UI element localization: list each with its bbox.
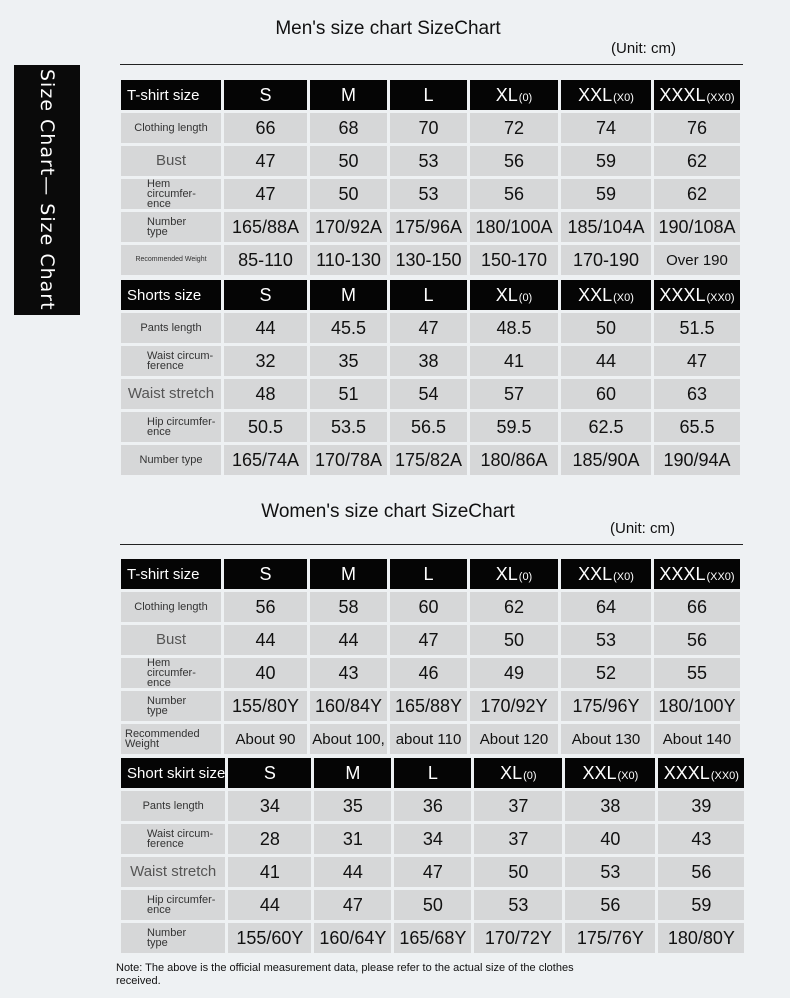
table-cell: 44 — [228, 890, 311, 920]
size-code: XXL — [582, 762, 617, 783]
table-cell: 155/60Y — [228, 923, 311, 953]
size-header-label: T-shirt size — [121, 559, 221, 589]
table-cell: 39 — [658, 791, 744, 821]
table-cell: 53 — [390, 179, 467, 209]
size-header-cell — [314, 758, 391, 788]
table-cell: 170-190 — [561, 245, 651, 275]
table-cell: 57 — [470, 379, 558, 409]
table-cell: 175/82A — [390, 445, 467, 475]
table-row — [121, 212, 740, 242]
size-header-cell — [561, 559, 651, 589]
size-header-cell — [224, 80, 307, 110]
table-cell: 56 — [565, 890, 655, 920]
size-code-suffix: (XX0) — [710, 769, 739, 782]
size-code-suffix: (XX0) — [706, 291, 735, 304]
table-cell: 62.5 — [561, 412, 651, 442]
size-code: XL — [500, 762, 523, 783]
row-label: Waist circum- ference — [121, 824, 225, 854]
size-code: XL — [495, 563, 518, 584]
size-code-suffix: (0) — [523, 769, 537, 782]
table-row — [121, 113, 740, 143]
table-cell: Over 190 — [654, 245, 740, 275]
table-cell: 55 — [654, 658, 740, 688]
table-cell: 37 — [474, 824, 562, 854]
table-cell: 185/90A — [561, 445, 651, 475]
size-code-suffix: (XX0) — [706, 91, 735, 104]
women-tshirt-table — [118, 556, 743, 757]
table-cell: 45.5 — [310, 313, 387, 343]
size-header-cell — [470, 280, 558, 310]
table-cell: 185/104A — [561, 212, 651, 242]
table-cell: 165/88A — [224, 212, 307, 242]
row-label: Bust — [121, 146, 221, 176]
table-cell: 60 — [390, 592, 467, 622]
table-cell: 85-110 — [224, 245, 307, 275]
size-header-cell — [310, 280, 387, 310]
table-row — [121, 724, 740, 754]
table-cell: About 130 — [561, 724, 651, 754]
table-cell: 50.5 — [224, 412, 307, 442]
table-cell: 180/80Y — [658, 923, 744, 953]
row-label: Bust — [121, 625, 221, 655]
table-row — [121, 179, 740, 209]
size-code: XL — [495, 284, 518, 305]
table-cell: 110-130 — [310, 245, 387, 275]
table-row — [121, 412, 740, 442]
row-label: Waist stretch — [121, 379, 221, 409]
size-code: S — [259, 84, 272, 105]
table-cell: 53.5 — [310, 412, 387, 442]
size-header-row — [121, 80, 740, 110]
size-header-cell — [390, 280, 467, 310]
table-cell: 46 — [390, 658, 467, 688]
size-code: XXL — [578, 284, 613, 305]
table-cell: 68 — [310, 113, 387, 143]
table-cell: 48.5 — [470, 313, 558, 343]
size-code-suffix: (X0) — [613, 291, 634, 304]
size-code: L — [423, 563, 434, 584]
table-cell: 51.5 — [654, 313, 740, 343]
table-cell: 56.5 — [390, 412, 467, 442]
table-cell: 160/64Y — [314, 923, 391, 953]
size-code: S — [259, 563, 272, 584]
row-label: Hip circumfer- ence — [121, 890, 225, 920]
table-cell: 50 — [561, 313, 651, 343]
table-cell: 37 — [474, 791, 562, 821]
size-code-suffix: (0) — [518, 570, 533, 583]
row-label: Number type — [121, 923, 225, 953]
size-code: S — [263, 762, 276, 783]
size-header-cell — [654, 280, 740, 310]
table-cell: 43 — [658, 824, 744, 854]
women-skirt-table — [118, 755, 747, 956]
table-row — [121, 625, 740, 655]
table-cell: 65.5 — [654, 412, 740, 442]
table-cell: 180/100Y — [654, 691, 740, 721]
table-row — [121, 923, 744, 953]
size-code: M — [345, 762, 361, 783]
size-header-cell — [224, 559, 307, 589]
table-cell: 72 — [470, 113, 558, 143]
size-header-row — [121, 758, 744, 788]
table-row — [121, 445, 740, 475]
men-title: Men's size chart SizeChart — [275, 18, 501, 39]
size-header-cell — [390, 559, 467, 589]
table-row — [121, 857, 744, 887]
size-code: S — [259, 284, 272, 305]
table-row — [121, 890, 744, 920]
row-label: Recommended Weight — [121, 724, 221, 754]
row-label: Waist stretch — [121, 857, 225, 887]
size-code-suffix: (X0) — [617, 769, 639, 782]
size-code: XXL — [578, 84, 613, 105]
table-cell: About 90 — [224, 724, 307, 754]
table-cell: 160/84Y — [310, 691, 387, 721]
size-header-cell — [470, 80, 558, 110]
table-cell: 130-150 — [390, 245, 467, 275]
size-code: M — [341, 84, 356, 105]
row-label: Clothing length — [121, 592, 221, 622]
table-row — [121, 313, 740, 343]
table-cell: 35 — [310, 346, 387, 376]
table-cell: 62 — [654, 146, 740, 176]
table-cell: 56 — [654, 625, 740, 655]
table-cell: 155/80Y — [224, 691, 307, 721]
table-cell: about 110 — [390, 724, 467, 754]
table-cell: 50 — [470, 625, 558, 655]
size-header-label: Shorts size — [121, 280, 221, 310]
table-cell: 48 — [224, 379, 307, 409]
table-cell: 150-170 — [470, 245, 558, 275]
row-label: Waist circum- ference — [121, 346, 221, 376]
row-label: Hem circumfer- ence — [121, 658, 221, 688]
table-cell: 34 — [228, 791, 311, 821]
table-cell: 170/78A — [310, 445, 387, 475]
size-header-row — [121, 280, 740, 310]
size-code: L — [423, 284, 434, 305]
table-cell: 175/76Y — [565, 923, 655, 953]
table-cell: 51 — [310, 379, 387, 409]
women-divider — [120, 544, 743, 545]
table-row — [121, 592, 740, 622]
row-label: Hem circumfer- ence — [121, 179, 221, 209]
size-header-cell — [310, 80, 387, 110]
size-header-cell — [394, 758, 471, 788]
size-code: XL — [495, 84, 518, 105]
table-cell: 53 — [474, 890, 562, 920]
table-cell: 165/88Y — [390, 691, 467, 721]
size-header-cell — [654, 80, 740, 110]
size-header-cell — [470, 559, 558, 589]
row-label: Hip circumfer- ence — [121, 412, 221, 442]
table-cell: 180/86A — [470, 445, 558, 475]
size-code-suffix: (X0) — [613, 91, 634, 104]
table-cell: 170/92A — [310, 212, 387, 242]
size-code: XXXL — [659, 284, 706, 305]
row-label: Clothing length — [121, 113, 221, 143]
table-cell: 53 — [390, 146, 467, 176]
table-row — [121, 379, 740, 409]
table-cell: 47 — [224, 146, 307, 176]
size-code: XXL — [578, 563, 613, 584]
table-cell: 38 — [565, 791, 655, 821]
table-cell: 44 — [314, 857, 391, 887]
table-cell: 170/72Y — [474, 923, 562, 953]
men-divider — [120, 64, 743, 65]
table-cell: 31 — [314, 824, 391, 854]
measurement-note: Note: The above is the official measurement data, please refer to the actual size of the clothes received. — [116, 962, 574, 987]
size-code-suffix: (0) — [518, 291, 533, 304]
table-cell: 35 — [314, 791, 391, 821]
table-cell: 50 — [310, 146, 387, 176]
size-header-cell — [224, 280, 307, 310]
side-tab — [14, 65, 80, 315]
table-cell: 32 — [224, 346, 307, 376]
size-header-cell — [654, 559, 740, 589]
table-cell: 175/96Y — [561, 691, 651, 721]
table-cell: 53 — [561, 625, 651, 655]
table-cell: 56 — [658, 857, 744, 887]
table-cell: 50 — [310, 179, 387, 209]
size-header-cell — [474, 758, 562, 788]
table-cell: 175/96A — [390, 212, 467, 242]
size-header-cell — [561, 80, 651, 110]
size-code: M — [341, 284, 356, 305]
table-cell: 44 — [224, 625, 307, 655]
size-code: L — [423, 84, 434, 105]
table-row — [121, 824, 744, 854]
table-cell: 44 — [310, 625, 387, 655]
size-code: XXXL — [659, 84, 706, 105]
size-header-cell — [310, 559, 387, 589]
table-cell: 40 — [224, 658, 307, 688]
size-code: L — [427, 762, 438, 783]
table-cell: 47 — [314, 890, 391, 920]
table-cell: 62 — [654, 179, 740, 209]
table-cell: 47 — [654, 346, 740, 376]
size-header-label: T-shirt size — [121, 80, 221, 110]
table-cell: 41 — [228, 857, 311, 887]
table-cell: 56 — [470, 179, 558, 209]
table-cell: 53 — [565, 857, 655, 887]
table-cell: 64 — [561, 592, 651, 622]
table-cell: 66 — [224, 113, 307, 143]
row-label: Pants length — [121, 313, 221, 343]
table-cell: 63 — [654, 379, 740, 409]
table-cell: 34 — [394, 824, 471, 854]
table-cell: 47 — [394, 857, 471, 887]
size-header-cell — [658, 758, 744, 788]
size-code-suffix: (X0) — [613, 570, 634, 583]
table-row — [121, 146, 740, 176]
size-code: M — [341, 563, 356, 584]
table-row — [121, 245, 740, 275]
men-shorts-table — [118, 277, 743, 478]
table-cell: 62 — [470, 592, 558, 622]
table-cell: 76 — [654, 113, 740, 143]
table-cell: 66 — [654, 592, 740, 622]
table-cell: About 140 — [654, 724, 740, 754]
table-cell: 190/94A — [654, 445, 740, 475]
table-cell: 28 — [228, 824, 311, 854]
table-cell: 56 — [224, 592, 307, 622]
table-cell: 47 — [390, 625, 467, 655]
table-row — [121, 346, 740, 376]
size-code: XXXL — [659, 563, 706, 584]
table-cell: 74 — [561, 113, 651, 143]
table-row — [121, 658, 740, 688]
table-cell: 50 — [394, 890, 471, 920]
table-cell: 38 — [390, 346, 467, 376]
row-label: Number type — [121, 212, 221, 242]
table-cell: 59 — [561, 146, 651, 176]
size-code-suffix: (0) — [518, 91, 533, 104]
table-cell: 165/68Y — [394, 923, 471, 953]
size-header-row — [121, 559, 740, 589]
table-cell: 170/92Y — [470, 691, 558, 721]
table-cell: 59 — [561, 179, 651, 209]
table-cell: 41 — [470, 346, 558, 376]
table-cell: 165/74A — [224, 445, 307, 475]
table-cell: 43 — [310, 658, 387, 688]
women-title: Women's size chart SizeChart — [261, 501, 515, 522]
table-cell: 70 — [390, 113, 467, 143]
table-cell: 44 — [561, 346, 651, 376]
table-cell: 180/100A — [470, 212, 558, 242]
table-cell: 59 — [658, 890, 744, 920]
table-cell: 49 — [470, 658, 558, 688]
size-code: XXXL — [663, 762, 710, 783]
table-cell: 40 — [565, 824, 655, 854]
table-cell: 50 — [474, 857, 562, 887]
row-label: Number type — [121, 691, 221, 721]
table-cell: 54 — [390, 379, 467, 409]
men-tshirt-table — [118, 77, 743, 278]
size-header-cell — [565, 758, 655, 788]
table-cell: 190/108A — [654, 212, 740, 242]
size-header-label: Short skirt size — [121, 758, 225, 788]
side-tab-label: Size Chart— Size Chart — [36, 69, 58, 311]
table-cell: 60 — [561, 379, 651, 409]
table-cell: 47 — [390, 313, 467, 343]
table-cell: 58 — [310, 592, 387, 622]
table-row — [121, 791, 744, 821]
size-code-suffix: (XX0) — [706, 570, 735, 583]
size-header-cell — [561, 280, 651, 310]
size-header-cell — [390, 80, 467, 110]
men-unit: (Unit: cm) — [611, 40, 676, 57]
table-cell: 36 — [394, 791, 471, 821]
table-cell: About 120 — [470, 724, 558, 754]
table-cell: 56 — [470, 146, 558, 176]
table-cell: 47 — [224, 179, 307, 209]
table-row — [121, 691, 740, 721]
women-unit: (Unit: cm) — [610, 520, 675, 537]
table-cell: 59.5 — [470, 412, 558, 442]
row-label: Pants length — [121, 791, 225, 821]
size-header-cell — [228, 758, 311, 788]
table-cell: 44 — [224, 313, 307, 343]
row-label: Number type — [121, 445, 221, 475]
table-cell: About 100, — [310, 724, 387, 754]
table-cell: 52 — [561, 658, 651, 688]
row-label: Recommended Weight — [121, 245, 221, 275]
